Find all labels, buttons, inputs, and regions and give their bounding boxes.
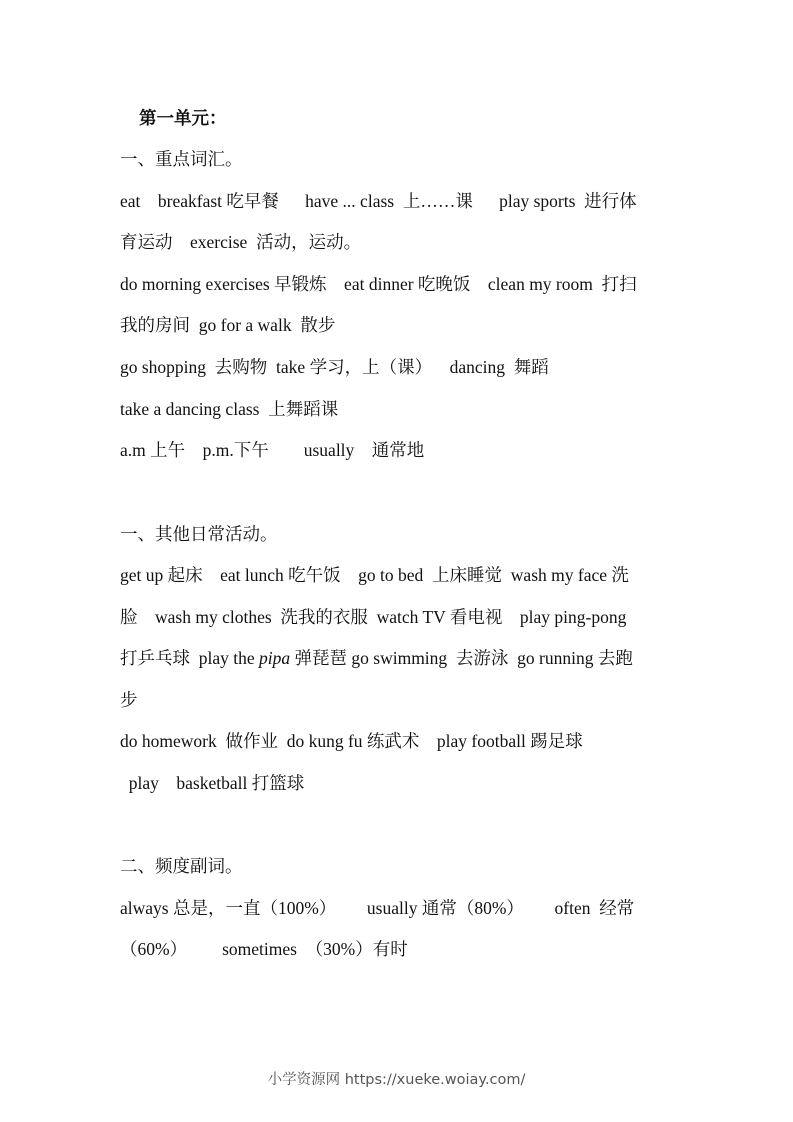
vocab-line: eat breakfast 吃早餐 have ... class 上……课 play sports 进行体	[120, 191, 637, 211]
vocab-line: 步	[120, 690, 138, 710]
vocab-line: 我的房间 go for a walk 散步	[120, 315, 336, 335]
section-heading-daily-activities: 一、其他日常活动。	[120, 524, 278, 544]
vocab-line: play basketball 打篮球	[120, 773, 305, 793]
vocab-line: 育运动 exercise 活动，运动。	[120, 232, 362, 252]
vocab-line: 脸 wash my clothes 洗我的衣服 watch TV 看电视 play ping-pong	[120, 607, 627, 627]
section-heading-key-vocabulary: 一、重点词汇。	[120, 149, 243, 169]
vocab-line: always 总是，一直（100%） usually 通常（80%） often 经常	[120, 898, 635, 918]
vocab-line: take a dancing class 上舞蹈课	[120, 399, 339, 419]
pipa-line-after: 弹琵琶 go swimming 去游泳 go running 去跑	[290, 648, 633, 668]
footer-watermark: 小学资源网 https://xueke.woiay.com/	[267, 1072, 526, 1088]
unit-title: 第一单元：	[139, 108, 227, 128]
pipa-line-before: 打乒乓球 play the	[120, 648, 260, 668]
vocab-line: get up 起床 eat lunch 吃午饭 go to bed 上床睡觉 wash my face 洗	[120, 565, 629, 585]
vocab-line: a.m 上午 p.m.下午 usually 通常地	[120, 440, 425, 460]
vocab-line: do homework 做作业 do kung fu 练武术 play football 踢足球	[120, 731, 583, 751]
vocab-line-pipa	[120, 646, 633, 670]
vocab-line: （60%） sometimes （30%）有时	[120, 939, 408, 959]
section-heading-frequency-adverbs: 二、频度副词。	[120, 856, 243, 876]
vocab-line: do morning exercises 早锻炼 eat dinner 吃晚饭 clean my room 打扫	[120, 274, 637, 294]
pipa-italic-word: pipa	[259, 648, 291, 668]
vocab-line: go shopping 去购物 take 学习，上（课） dancing 舞蹈	[120, 357, 549, 377]
